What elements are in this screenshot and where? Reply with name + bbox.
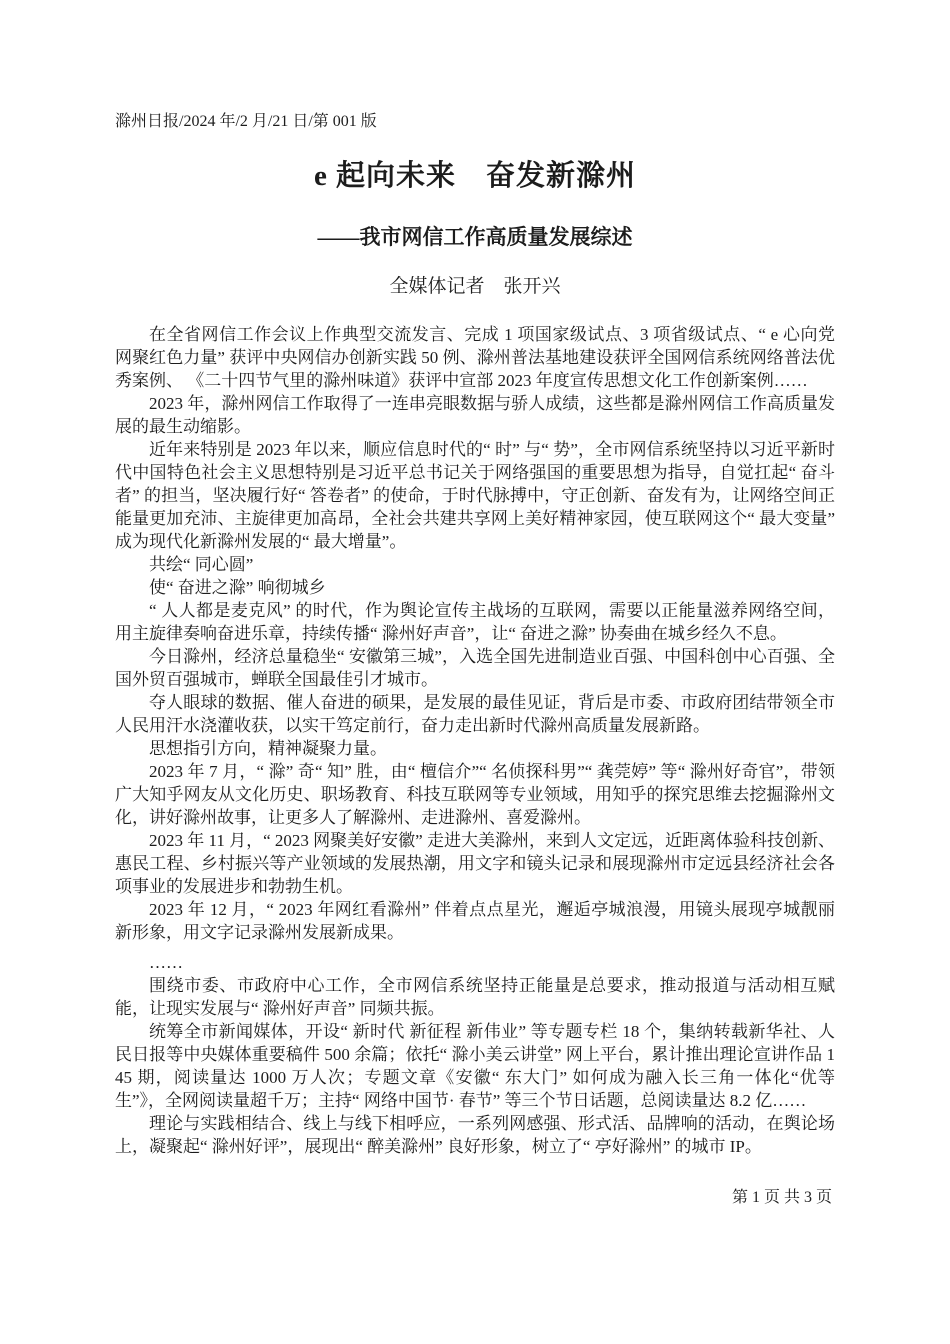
page-number: 第 1 页 共 3 页: [731, 1189, 832, 1206]
paragraph-ellipsis: ……: [149, 953, 183, 972]
paragraph: 今日滁州，经济总量稳坐“ 安徽第三城”，入选全国先进制造业百强、中国科创中心百强、全国外贸百强城市，蝉联全国最佳引才城市。: [115, 647, 835, 689]
article-subtitle: ——我市网信工作高质量发展综述: [317, 225, 633, 249]
paragraph: 使“ 奋进之滁” 响彻城乡: [149, 578, 326, 597]
paragraph: 夺人眼球的数据、催人奋进的硕果，是发展的最佳见证，背后是市委、市政府团结带领全市人民用汗水浇灌收获，以实干笃定前行，奋力走出新时代滁州高质量发展新路。: [115, 693, 835, 735]
paragraph: 理论与实践相结合、线上与线下相呼应，一系列网感强、形式活、品牌响的活动，在舆论场上，凝聚起“ 滁州好评”，展现出“ 醉美滁州” 良好形象，树立了“ 亭好滁州” 的城市 IP。: [115, 1114, 835, 1156]
article-title: e 起向未来 奋发新滁州: [313, 160, 637, 192]
paragraph: 共绘“ 同心圆”: [149, 555, 254, 574]
paragraph: 2023 年 12 月，“ 2023 年网红看滁州” 伴着点点星光，邂逅亭城浪漫，用镜头展现亭城靓丽新形象，用文字记录滁州发展新成果。: [115, 900, 835, 942]
paragraph: 统筹全市新闻媒体，开设“ 新时代 新征程 新伟业” 等专题专栏 18 个，集纳转载新华社、人民日报等中央媒体重要稿件 500 余篇；依托“ 滁小美云讲堂” 网上平台，累计推出理论宣讲作品 145 期，阅读量达 1000 万人次；专题文章《安徽“ 东大门” 如何成为融入长三角一体化“优等生”》，全网阅读量超千万；主持“ 网络中国节· 春节” 等三个节日话题，总阅读量达 8.2 亿……: [115, 1022, 835, 1110]
article-body: [115, 323, 835, 1158]
byline: 全媒体记者 张开兴: [389, 276, 561, 297]
paragraph: 2023 年 11 月，“ 2023 网聚美好安徽” 走进大美滁州，来到人文定远，近距离体验科技创新、惠民工程、乡村振兴等产业领域的发展热潮，用文字和镜头记录和展现滁州市定远县经济社会各项事业的发展进步和勃勃生机。: [115, 831, 835, 896]
paragraph: 近年来特别是 2023 年以来，顺应信息时代的“ 时” 与“ 势”，全市网信系统坚持以习近平新时代中国特色社会主义思想特别是习近平总书记关于网络强国的重要思想为指导，自觉扛起“ 奋斗者” 的担当，坚决履行好“ 答卷者” 的使命，于时代脉搏中，守正创新、奋发有为，让网络空间正能量更加充沛、主旋律更加高昂，全社会共建共享网上美好精神家园，使互联网这个“ 最大变量” 成为现代化新滁州发展的“ 最大增量”。: [115, 440, 835, 551]
paragraph: “ 人人都是麦克风” 的时代，作为舆论宣传主战场的互联网，需要以正能量滋养网络空间，用主旋律奏响奋进乐章，持续传播“ 滁州好声音”，让“ 奋进之滁” 协奏曲在城乡经久不息。: [115, 601, 835, 643]
paragraph: 2023 年，滁州网信工作取得了一连串亮眼数据与骄人成绩，这些都是滁州网信工作高质量发展的最生动缩影。: [115, 394, 835, 436]
paragraph: 思想指引方向，精神凝聚力量。: [149, 739, 387, 758]
paragraph: 2023 年 7 月，“ 滁” 奇“ 知” 胜，由“ 檀信介”“ 名侦探科男”“ 龚莞婷” 等“ 滁州好奇官”，带领广大知乎网友从文化历史、职场教育、科技互联网等专业领域，用知乎的探究思维去挖掘滁州文化，讲好滁州故事，让更多人了解滁州、走进滁州、喜爱滁州。: [115, 762, 835, 827]
paragraph: 在全省网信工作会议上作典型交流发言、完成 1 项国家级试点、3 项省级试点、“ e 心向党 网聚红色力量” 获评中央网信办创新实践 50 例、滁州普法基地建设获评全国网信系统网络普法优秀案例、 《二十四节气里的滁州味道》获评中宣部 2023 年度宣传思想文化工作创新案例……: [115, 325, 835, 390]
paragraph: 围绕市委、市政府中心工作，全市网信系统坚持正能量是总要求，推动报道与活动相互赋能，让现实发展与“ 滁州好声音” 同频共振。: [115, 976, 835, 1018]
source-line: 滁州日报/2024 年/2 月/21 日/第 001 版: [115, 113, 377, 130]
